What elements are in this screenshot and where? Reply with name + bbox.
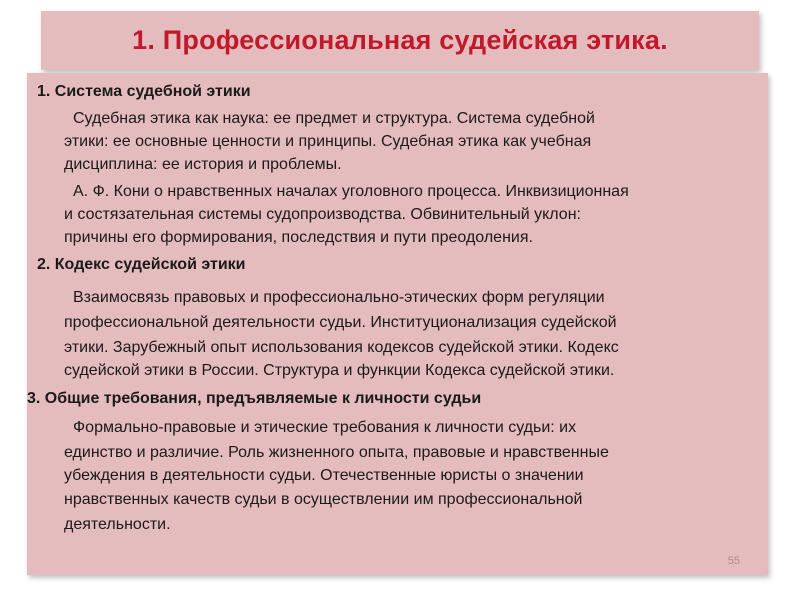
paragraph-line: этики. Зарубежный опыт использования кодексов судейской этики. Кодекс <box>64 339 619 356</box>
section-heading: 1. Система судебной этики <box>37 83 251 100</box>
paragraph-line: деятельности. <box>64 516 171 533</box>
slide-number: 55 <box>727 555 740 567</box>
paragraph-line: Взаимосвязь правовых и профессионально-этических форм регуляции <box>73 289 605 306</box>
paragraph-line: этики: ее основные ценности и принципы. Судебная этика как учебная <box>64 133 592 150</box>
paragraph-line: Формально-правовые и этические требования к личности судьи: их <box>73 419 577 436</box>
content-panel <box>27 73 768 575</box>
section-heading: 3. Общие требования, предъявляемые к личности судьи <box>27 390 482 407</box>
paragraph-line: и состязательная системы судопроизводства. Обвинительный уклон: <box>64 206 581 223</box>
paragraph-line: А. Ф. Кони о нравственных началах уголовного процесса. Инквизиционная <box>73 183 629 200</box>
paragraph-line: профессиональной деятельности судьи. Институционализация судейской <box>64 314 617 331</box>
paragraph-line: дисциплина: ее история и проблемы. <box>64 156 342 173</box>
paragraph-line: судейской этики в России. Структура и функции Кодекса судейской этики. <box>64 362 615 379</box>
paragraph-line: Судебная этика как наука: ее предмет и структура. Система судебной <box>73 110 595 127</box>
paragraph-line: единство и различие. Роль жизненного опыта, правовые и нравственные <box>64 444 609 461</box>
slide-title: 1. Профессиональная судейская этика. <box>132 25 668 55</box>
paragraph-line: нравственных качеств судьи в осуществлении им профессиональной <box>64 491 583 508</box>
title-band <box>41 11 759 70</box>
section-heading: 2. Кодекс судейской этики <box>37 256 246 273</box>
paragraph-line: причины его формирования, последствия и пути преодоления. <box>64 229 533 246</box>
paragraph-line: убеждения в деятельности судьи. Отечественные юристы о значении <box>64 467 584 484</box>
